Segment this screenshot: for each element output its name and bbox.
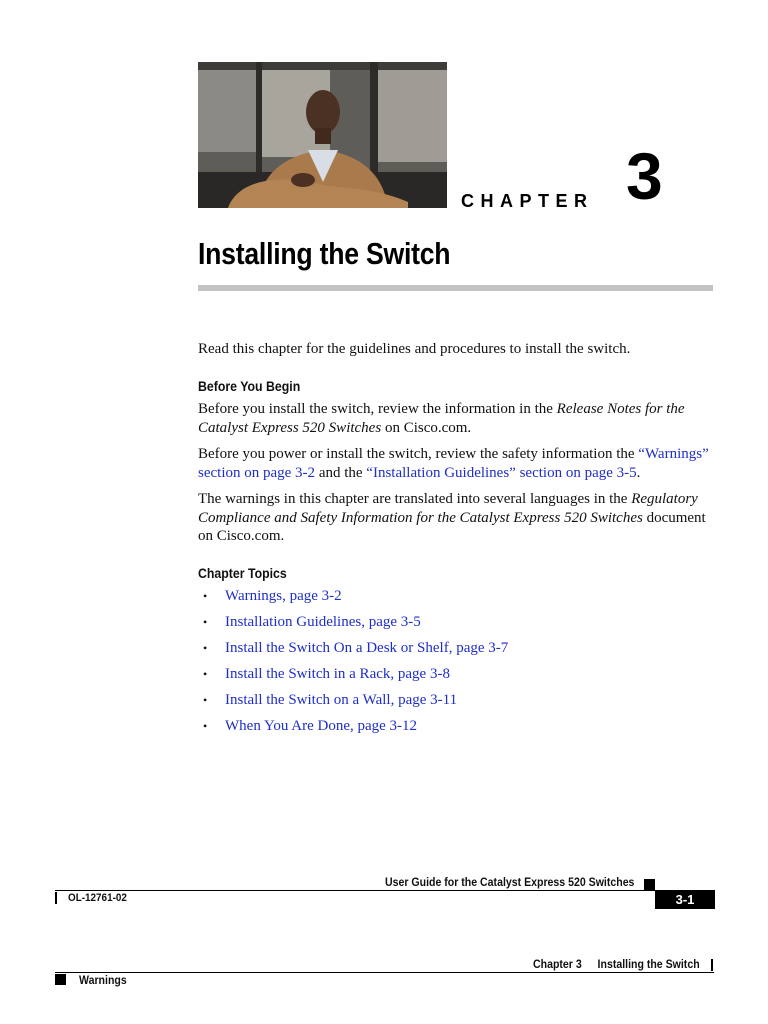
- bullet-icon: •: [203, 615, 208, 629]
- list-item: [198, 665, 718, 691]
- header-tick-mark: [711, 959, 713, 971]
- topic-link-when-done[interactable]: When You Are Done, page 3-12: [225, 718, 418, 734]
- list-item: [198, 717, 718, 743]
- chapter-topics-heading: Chapter Topics: [198, 564, 287, 581]
- footer-tick-mark: [55, 892, 57, 904]
- installation-guidelines-link[interactable]: “Installation Guidelines” section on page 3-5: [366, 464, 637, 481]
- before-you-begin-paragraph-1: Before you install the switch, review the information in the Release Notes for the Catalyst Express 520 Switches on Cisco.com.: [198, 401, 685, 436]
- bullet-icon: •: [203, 641, 208, 655]
- running-header-title: Installing the Switch: [597, 957, 700, 971]
- list-item: [198, 613, 718, 639]
- before-you-begin-heading: Before You Begin: [198, 377, 301, 394]
- before-you-begin-paragraph-3: The warnings in this chapter are translated into several languages in the Regulatory Compliance and Safety Information for the Catalyst Express 520 Switches document on Cisco.com.: [198, 491, 706, 544]
- list-item: [198, 691, 718, 717]
- before-you-begin-paragraph-2: Before you power or install the switch, review the safety information the “Warnings” section on page 3-2 and the “Installation Guidelines” section on page 3-5.: [198, 446, 709, 481]
- chapter-topics-list: [198, 587, 718, 743]
- footer-doc-number: OL-12761-02: [68, 892, 127, 904]
- bullet-icon: •: [203, 589, 208, 603]
- warnings-section-link[interactable]: “Warnings” section on page 3-2: [198, 446, 709, 481]
- topic-link-rack[interactable]: Install the Switch in a Rack, page 3-8: [225, 666, 450, 682]
- chapter-title: Installing the Switch: [198, 236, 451, 271]
- footer-guide-title: User Guide for the Catalyst Express 520 Switches: [385, 875, 635, 889]
- bullet-icon: •: [203, 719, 208, 733]
- chapter-label: CHAPTER: [461, 191, 594, 211]
- topic-link-desk-or-shelf[interactable]: Install the Switch On a Desk or Shelf, page 3-7: [225, 640, 509, 656]
- list-item: [198, 639, 718, 665]
- topic-link-installation-guidelines[interactable]: Installation Guidelines, page 3-5: [225, 614, 421, 630]
- running-header-section: Warnings: [79, 973, 127, 987]
- chapter-body: [198, 340, 718, 743]
- regulatory-compliance-title: Regulatory Compliance and Safety Information for the Catalyst Express 520 Switches: [198, 491, 698, 526]
- chapter-number: 3: [626, 139, 663, 213]
- topic-link-wall[interactable]: Install the Switch on a Wall, page 3-11: [225, 692, 458, 708]
- release-notes-title: Release Notes for the Catalyst Express 520 Switches: [198, 401, 685, 436]
- header-rule: [55, 972, 714, 973]
- footer-rule: [55, 890, 655, 891]
- next-page-running-header: [533, 957, 700, 971]
- chapter-photo: [198, 62, 447, 208]
- topic-link-warnings[interactable]: Warnings, page 3-2: [225, 588, 342, 604]
- footer-square-marker: [644, 879, 655, 890]
- footer-page-number: 3-1: [655, 890, 715, 909]
- bullet-icon: •: [203, 667, 208, 681]
- bullet-icon: •: [203, 693, 208, 707]
- title-rule: [198, 285, 713, 291]
- running-header-chapter: Chapter 3: [533, 957, 582, 971]
- header-square-marker: [55, 974, 66, 985]
- intro-paragraph: Read this chapter for the guidelines and procedures to install the switch.: [198, 341, 631, 357]
- list-item: [198, 587, 718, 613]
